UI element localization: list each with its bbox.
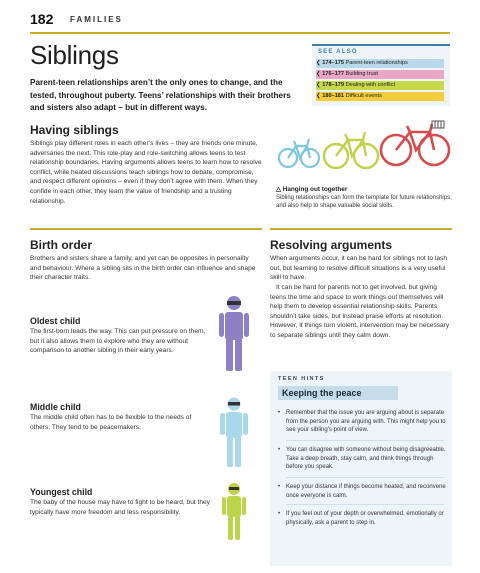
hint-text: You can disagree with someone without being disagreeable. Take a deep breath, stay calm, and think things through before you speak. bbox=[286, 447, 446, 471]
lead-paragraph: Parent-teen relationships aren’t the only ones to change, and the tested, throughout puberty. Teens’ relationships with their brothers and sisters also adapt – but in different ways. bbox=[30, 78, 291, 112]
middle-child-heading: Middle child bbox=[30, 402, 81, 412]
basket-icon bbox=[432, 121, 444, 128]
see-also-label: Dealing with conflict bbox=[345, 82, 396, 88]
large-bicycle-icon bbox=[381, 124, 449, 165]
see-also-pages: 178–179 bbox=[322, 82, 345, 88]
bullet-icon: • bbox=[278, 511, 281, 517]
resolving-body: It can be hard for parents not to get involved, but giving teens the time and space to work things out themselves will help them to develop essential relationship skills. Parents shouldn’t take sides, but instead praise efforts at resolution. However, if things turn violent, intervention may be necessary to separate siblings until they calm down. bbox=[270, 284, 450, 339]
see-also-link[interactable] bbox=[316, 81, 444, 90]
teen-hints-title: Keeping the peace bbox=[278, 386, 398, 400]
middle-child-text: The middle child often has to be flexible to the needs of others. They tend to be peacemakers. bbox=[30, 414, 192, 431]
section-rule bbox=[270, 228, 452, 230]
page-title: Siblings bbox=[30, 40, 119, 70]
header-rule bbox=[30, 32, 450, 34]
page-number: 182 bbox=[30, 11, 54, 27]
bullet-icon: • bbox=[278, 484, 281, 490]
youngest-child-text: The baby of the house may have to fight to be heard, but they typically have more freedom and less responsibility. bbox=[30, 499, 210, 516]
chevron-left-icon: ❮ bbox=[316, 60, 323, 66]
caption-heading bbox=[276, 185, 347, 193]
see-also-link[interactable] bbox=[316, 92, 444, 101]
bullet-icon: • bbox=[278, 410, 281, 416]
small-bicycle-icon bbox=[279, 139, 319, 167]
bullet-icon: • bbox=[278, 447, 281, 453]
youngest-child-heading: Youngest child bbox=[30, 487, 93, 497]
teen-hints-box bbox=[270, 371, 452, 566]
hint-item bbox=[278, 510, 446, 527]
caption-text: Sibling relationships can form the template for future relationships, and also help to shape valuable social skills. bbox=[276, 195, 452, 210]
middle-child-figure bbox=[217, 396, 251, 470]
see-also-pages: 176–177 bbox=[322, 71, 345, 77]
see-also-link[interactable] bbox=[316, 70, 444, 79]
hint-item bbox=[278, 409, 446, 435]
oldest-child-heading: Oldest child bbox=[30, 316, 81, 326]
hint-divider bbox=[286, 504, 444, 505]
section-label: FAMILIES bbox=[70, 15, 123, 24]
having-siblings-heading: Having siblings bbox=[30, 123, 119, 137]
hint-text: Remember that the issue you are arguing about is separate from the person you are arguing with. This might help you to see your sibling’s point of view. bbox=[286, 410, 446, 434]
see-also-label: Building trust bbox=[345, 71, 378, 77]
chevron-left-icon: ❮ bbox=[316, 82, 323, 88]
see-also-label: Difficult events bbox=[345, 93, 382, 99]
see-also-label: Parent-teen relationships bbox=[345, 60, 408, 66]
oldest-child-text: The first-born leads the way. This can put pressure on them, but it also allows them to explore who they are without comparison to another sibling in their early years. bbox=[30, 328, 206, 355]
having-siblings-text: Siblings play different roles in each other’s lives – they are friends one minute, adversaries the next. This role-play and role-switching allows teens to test relationship boundaries. Having arguments allows teens to learn how to resolve conflict, while heated discussions teach siblings how to debate, compromise, and respect different opinions – even if they don’t agree with them. When they confide in each other, they learn the value of friendship and a trusting relationship. bbox=[30, 140, 262, 205]
teen-hints-tag: TEEN HINTS bbox=[278, 376, 325, 382]
medium-bicycle-icon bbox=[324, 132, 378, 168]
see-also-heading: SEE ALSO bbox=[318, 49, 358, 55]
hint-text: Keep your distance if things become heated, and reconvene once everyone is calm. bbox=[286, 484, 446, 499]
resolving-heading: Resolving arguments bbox=[270, 238, 393, 252]
hint-divider bbox=[286, 440, 444, 441]
hint-divider bbox=[286, 477, 444, 478]
see-also-pages: 174–175 bbox=[322, 60, 345, 66]
see-also-box bbox=[312, 44, 450, 106]
youngest-child-figure bbox=[220, 482, 248, 542]
chevron-left-icon: ❮ bbox=[316, 71, 323, 77]
bicycles-illustration bbox=[276, 118, 452, 182]
hint-item bbox=[278, 483, 446, 500]
see-also-pages: 180–181 bbox=[322, 93, 345, 99]
caption-heading-text: Hanging out together bbox=[282, 186, 348, 193]
hint-text: If you feel out of your depth or overwhelmed, emotionally or physically, ask a parent to step in. bbox=[286, 511, 444, 526]
oldest-child-figure bbox=[214, 294, 254, 374]
birth-order-heading: Birth order bbox=[30, 238, 93, 252]
birth-order-intro: Brothers and sisters share a family, and yet can be opposites in personality and behaviour. Where a sibling sits in the birth order can influence and shape their character traits. bbox=[30, 255, 256, 282]
resolving-intro: When arguments occur, it can be hard for siblings not to lash out, but learning to resolve difficult situations is a very useful skill to have. bbox=[270, 255, 448, 282]
chevron-left-icon: ❮ bbox=[316, 93, 323, 99]
see-also-link[interactable] bbox=[316, 59, 444, 68]
hint-item bbox=[278, 446, 446, 472]
triangle-icon: △ bbox=[276, 186, 281, 193]
section-rule bbox=[30, 228, 262, 230]
